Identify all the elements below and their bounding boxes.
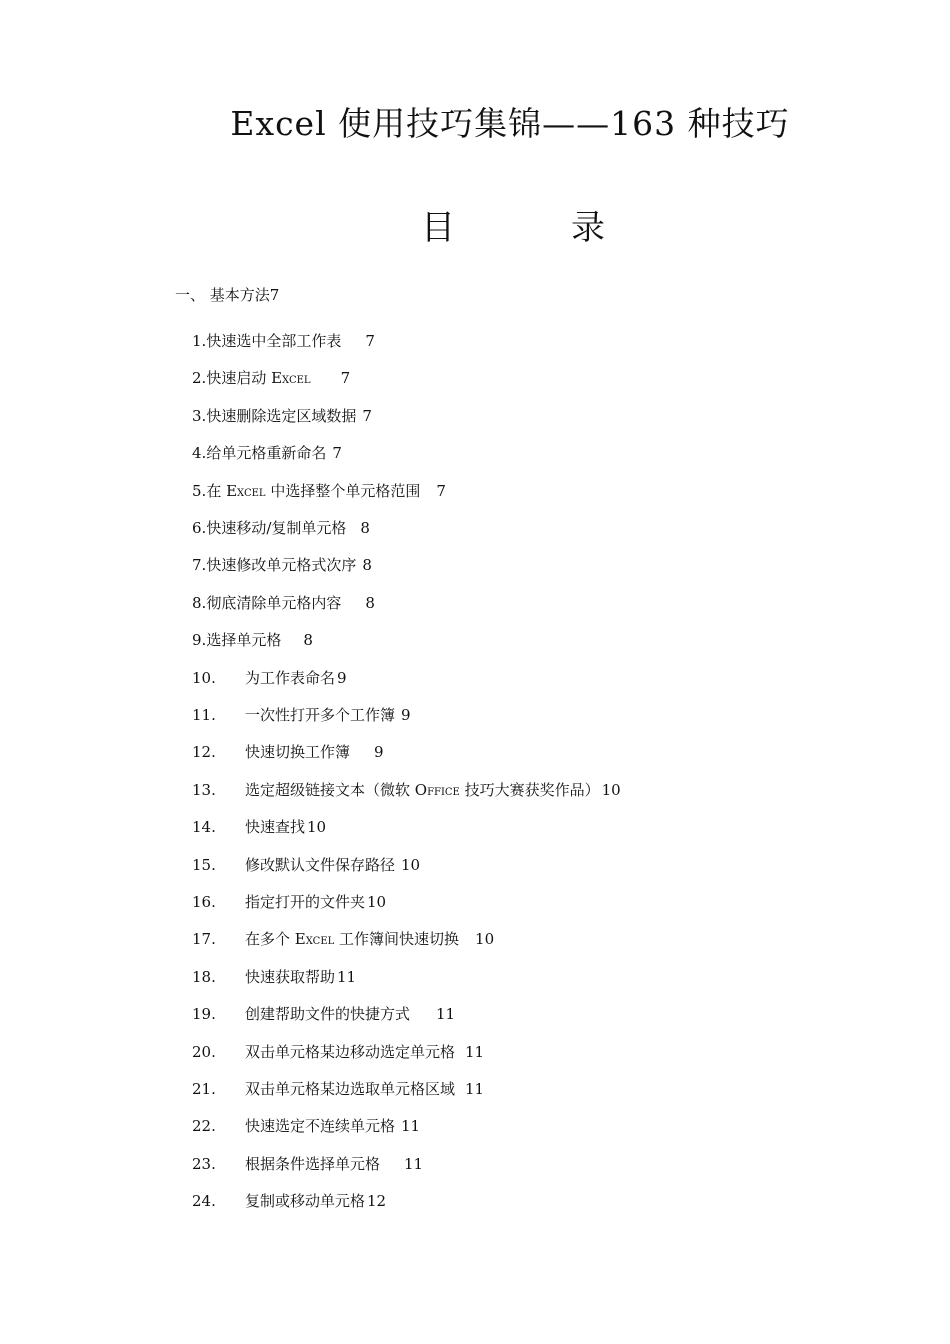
toc-entry-number: 12. bbox=[192, 743, 216, 761]
toc-entry-title: 快速获取帮助 bbox=[245, 968, 336, 986]
toc-entry[interactable] bbox=[192, 593, 375, 613]
toc-entry-title: 快速删除选定区域数据 bbox=[206, 407, 357, 425]
toc-entry-title: 快速选定不连续单元格 bbox=[245, 1117, 396, 1135]
toc-entry[interactable] bbox=[192, 443, 342, 463]
toc-entry[interactable] bbox=[192, 967, 356, 987]
toc-entry-page: 11 bbox=[465, 1080, 485, 1098]
toc-entry-number: 1. bbox=[192, 332, 207, 350]
toc-entry-title: 根据条件选择单元格 bbox=[245, 1155, 381, 1173]
toc-entry-title: 在多个 E bbox=[245, 930, 306, 948]
toc-heading-char-2: 录 bbox=[571, 208, 605, 248]
document-title: Excel 使用技巧集锦——163 种技巧 bbox=[230, 104, 790, 143]
toc-entry-title: 快速修改单元格式次序 bbox=[206, 556, 357, 574]
toc-entry-page: 11 bbox=[404, 1155, 424, 1173]
toc-entry-smallcaps: XCEL bbox=[305, 936, 335, 947]
toc-entry[interactable] bbox=[192, 555, 372, 575]
toc-entry-title: 彻底清除单元格内容 bbox=[206, 594, 342, 612]
toc-entry-smallcaps: XCEL bbox=[237, 488, 266, 499]
toc-entry[interactable] bbox=[192, 481, 446, 501]
toc-entry-number: 5. bbox=[192, 482, 207, 500]
toc-heading-char-1: 目 bbox=[421, 208, 455, 248]
toc-entry-number: 23. bbox=[192, 1155, 216, 1173]
toc-entry-number: 13. bbox=[192, 781, 216, 799]
toc-entry-title: 快速启动 E bbox=[206, 369, 283, 387]
toc-entry-title-rest: 工作簿间快速切换 bbox=[334, 930, 460, 948]
toc-entry-title: 指定打开的文件夹 bbox=[245, 893, 366, 911]
toc-entry[interactable] bbox=[192, 668, 347, 688]
toc-entry-title: 复制或移动单元格 bbox=[245, 1192, 366, 1210]
toc-entry[interactable] bbox=[192, 817, 326, 837]
toc-entry-number: 21. bbox=[192, 1080, 216, 1098]
toc-entry-page: 11 bbox=[465, 1043, 485, 1061]
toc-entry-number: 7. bbox=[192, 556, 207, 574]
toc-entry-number: 8. bbox=[192, 594, 207, 612]
toc-entry[interactable] bbox=[192, 705, 411, 725]
toc-entry-number: 18. bbox=[192, 968, 216, 986]
toc-entry[interactable] bbox=[192, 780, 621, 800]
toc-entry-page: 8 bbox=[360, 519, 370, 537]
toc-entry-title: 快速移动/复制单元格 bbox=[206, 519, 347, 537]
toc-entry-number: 2. bbox=[192, 369, 207, 387]
toc-entry[interactable] bbox=[192, 331, 375, 351]
toc-entry[interactable] bbox=[192, 1191, 386, 1211]
toc-entry-number: 10. bbox=[192, 669, 216, 687]
toc-entry-number: 6. bbox=[192, 519, 207, 537]
toc-entry-page: 7 bbox=[340, 369, 351, 387]
toc-entry-smallcaps: FFICE bbox=[427, 787, 460, 798]
toc-entry-page: 7 bbox=[365, 332, 375, 350]
toc-entry-title: 选择单元格 bbox=[206, 631, 282, 649]
toc-entry[interactable] bbox=[192, 855, 420, 875]
toc-entry-number: 4. bbox=[192, 444, 207, 462]
toc-entry-page: 10 bbox=[307, 818, 327, 836]
toc-entry-page: 7 bbox=[332, 444, 342, 462]
toc-entry-number: 14. bbox=[192, 818, 216, 836]
toc-entry-number: 16. bbox=[192, 893, 216, 911]
toc-entry-page: 12 bbox=[367, 1192, 387, 1210]
toc-entry[interactable] bbox=[192, 406, 372, 426]
toc-entry-page: 9 bbox=[337, 669, 347, 687]
toc-entry-title: 在 E bbox=[206, 482, 238, 500]
toc-entry[interactable] bbox=[192, 1116, 420, 1136]
toc-entry-number: 15. bbox=[192, 856, 216, 874]
toc-heading bbox=[0, 200, 950, 249]
toc-entry-title: 修改默认文件保存路径 bbox=[245, 856, 396, 874]
toc-entry[interactable] bbox=[192, 368, 350, 388]
toc-section-heading[interactable]: 一、 基本方法7 bbox=[175, 286, 280, 304]
toc-entry-title: 快速切换工作簿 bbox=[245, 743, 351, 761]
toc-entry[interactable] bbox=[192, 1042, 484, 1062]
toc-entry-page: 10 bbox=[475, 930, 495, 948]
toc-entry-title: 双击单元格某边移动选定单元格 bbox=[245, 1043, 456, 1061]
toc-entry[interactable] bbox=[192, 929, 494, 949]
toc-entry-number: 3. bbox=[192, 407, 207, 425]
toc-entry-title: 快速查找 bbox=[245, 818, 306, 836]
toc-entry-page: 10 bbox=[401, 856, 421, 874]
toc-entry-page: 11 bbox=[436, 1005, 456, 1023]
toc-entry[interactable] bbox=[192, 518, 370, 538]
toc-entry-number: 11. bbox=[192, 706, 216, 724]
toc-entry-page: 8 bbox=[365, 594, 375, 612]
toc-entry[interactable] bbox=[192, 742, 384, 762]
toc-entry-title: 创建帮助文件的快捷方式 bbox=[245, 1005, 411, 1023]
toc-entry[interactable] bbox=[192, 892, 386, 912]
toc-entry-number: 24. bbox=[192, 1192, 216, 1210]
toc-entry-smallcaps: XCEL bbox=[282, 375, 311, 386]
toc-entry[interactable] bbox=[192, 1154, 423, 1174]
toc-entry-page: 8 bbox=[362, 556, 372, 574]
toc-entry-title: 快速选中全部工作表 bbox=[206, 332, 342, 350]
toc-entry-number: 9. bbox=[192, 631, 207, 649]
toc-entry-title: 一次性打开多个工作簿 bbox=[245, 706, 396, 724]
toc-entry[interactable] bbox=[192, 630, 313, 650]
toc-entry-title: 双击单元格某边选取单元格区域 bbox=[245, 1080, 456, 1098]
toc-entry[interactable] bbox=[192, 1004, 455, 1024]
toc-entry-title-rest: 技巧大赛获奖作品） bbox=[459, 781, 600, 799]
toc-entry-number: 22. bbox=[192, 1117, 216, 1135]
toc-entry-page: 7 bbox=[362, 407, 372, 425]
toc-entry-page: 9 bbox=[401, 706, 411, 724]
toc-entry-title: 给单元格重新命名 bbox=[206, 444, 327, 462]
toc-entry[interactable] bbox=[192, 1079, 484, 1099]
toc-entry-page: 9 bbox=[374, 743, 384, 761]
toc-entry-page: 11 bbox=[337, 968, 357, 986]
toc-entry-page: 10 bbox=[601, 781, 621, 799]
toc-entry-number: 20. bbox=[192, 1043, 216, 1061]
toc-entry-title: 为工作表命名 bbox=[245, 669, 336, 687]
toc-entry-number: 19. bbox=[192, 1005, 216, 1023]
toc-entry-title: 选定超级链接文本（微软 O bbox=[245, 781, 428, 799]
toc-entry-page: 10 bbox=[367, 893, 387, 911]
toc-entry-page: 7 bbox=[436, 482, 446, 500]
toc-entry-page: 11 bbox=[401, 1117, 421, 1135]
toc-entry-page: 8 bbox=[303, 631, 313, 649]
toc-entry-title-rest: 中选择整个单元格范围 bbox=[265, 482, 421, 500]
toc-entry-number: 17. bbox=[192, 930, 216, 948]
